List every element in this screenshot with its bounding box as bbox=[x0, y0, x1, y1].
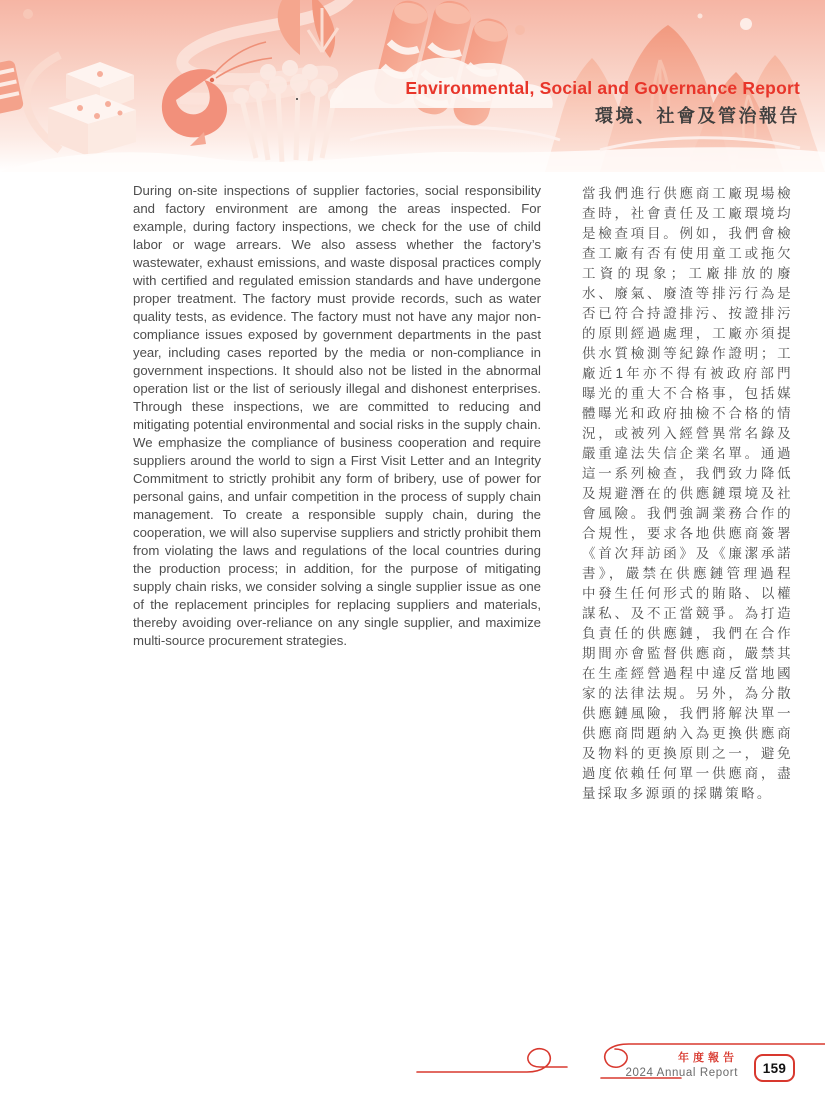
page-title-en: Environmental, Social and Governance Report bbox=[405, 78, 800, 98]
page-number: 159 bbox=[762, 1060, 787, 1076]
footer-label-en: 2024 Annual Report bbox=[625, 1067, 738, 1079]
page-title-block bbox=[405, 78, 800, 128]
footer-report-labels bbox=[626, 1052, 738, 1080]
chinese-paragraph: 當我們進行供應商工廠現場檢查時，社會責任及工廠環境均是檢查項目。例如，我們會檢查工廠有否有使用童工或拖欠工資的現象；工廠排放的廢水、廢氣、廢渣等排污行為是否已符合持證排污、按證排污的原則經過處理，工廠亦須提供水質檢測等紀錄作證明；工廠近1年亦不得有被政府部門曝光的重大不合格事，包括媒體曝光和政府抽檢不合格的情況，或被列入經營異常名錄及嚴重違法失信企業名單。通過這一系列檢查，我們致力降低及規避潛在的供應鏈環境及社會風險。我們強調業務合作的合規性，要求各地供應商簽署《首次拜訪函》及《廉潔承諾書》，嚴禁在供應鏈管理過程中發生任何形式的賄賂、以權謀私、及不正當競爭。為打造負責任的供應鏈，我們在合作期間亦會監督供應商，嚴禁其在生產經營過程中違反當地國家的法律法規。另外，為分散供應鏈風險，我們將解決單一供應商問題納入為更換供應商及物料的更換原則之一，避免過度依賴任何單一供應商，盡量採取多源頭的採購策略。 bbox=[582, 186, 793, 801]
footer-label-zh: 年度報告 bbox=[678, 1052, 738, 1064]
print-artifact-dot bbox=[296, 98, 298, 100]
english-paragraph: During on-site inspections of supplier factories, social responsibility and factory environment are among the areas inspected. For example, during factory inspections, we check for the use of child labor or wage arrears. We also assess whether the factory’s wastewater, exhaust emissions, and waste disposal practices comply with certified and regulated emission standards and have undergone proper treatment. The factory must provide records, such as water quality tests, as evidence. The factory must not have any major non-compliance issues exposed by government departments in the past year, including cases reported by the media or non-compliance in government inspections. It should also not be listed in the abnormal operation list or the list of seriously illegal and dishonest enterprises. Through these inspections, we are committed to reducing and mitigating potential environmental and social risks in the supply chain. We emphasize the compliance of business cooperation and require suppliers around the world to sign a First Visit Letter and an Integrity Commitment to strictly prohibit any form of bribery, use of power for personal gains, and unfair competition in the process of supply chain management. To create a responsible supply chain, during the cooperation, we will also supervise suppliers and strictly prohibit them from violating the laws and regulations of the local countries during the production process; in addition, for the purpose of mitigating supply chain risks, we consider solving a single supplier issue as one of the replacement principles for replacing suppliers and materials, thereby avoiding over-reliance on any single supplier, and maximize multi-source procurement strategies. bbox=[133, 183, 541, 648]
page-footer bbox=[0, 1030, 825, 1100]
page-title-zh: 環境、社會及管治報告 bbox=[595, 106, 800, 127]
page-number-badge bbox=[754, 1054, 795, 1082]
